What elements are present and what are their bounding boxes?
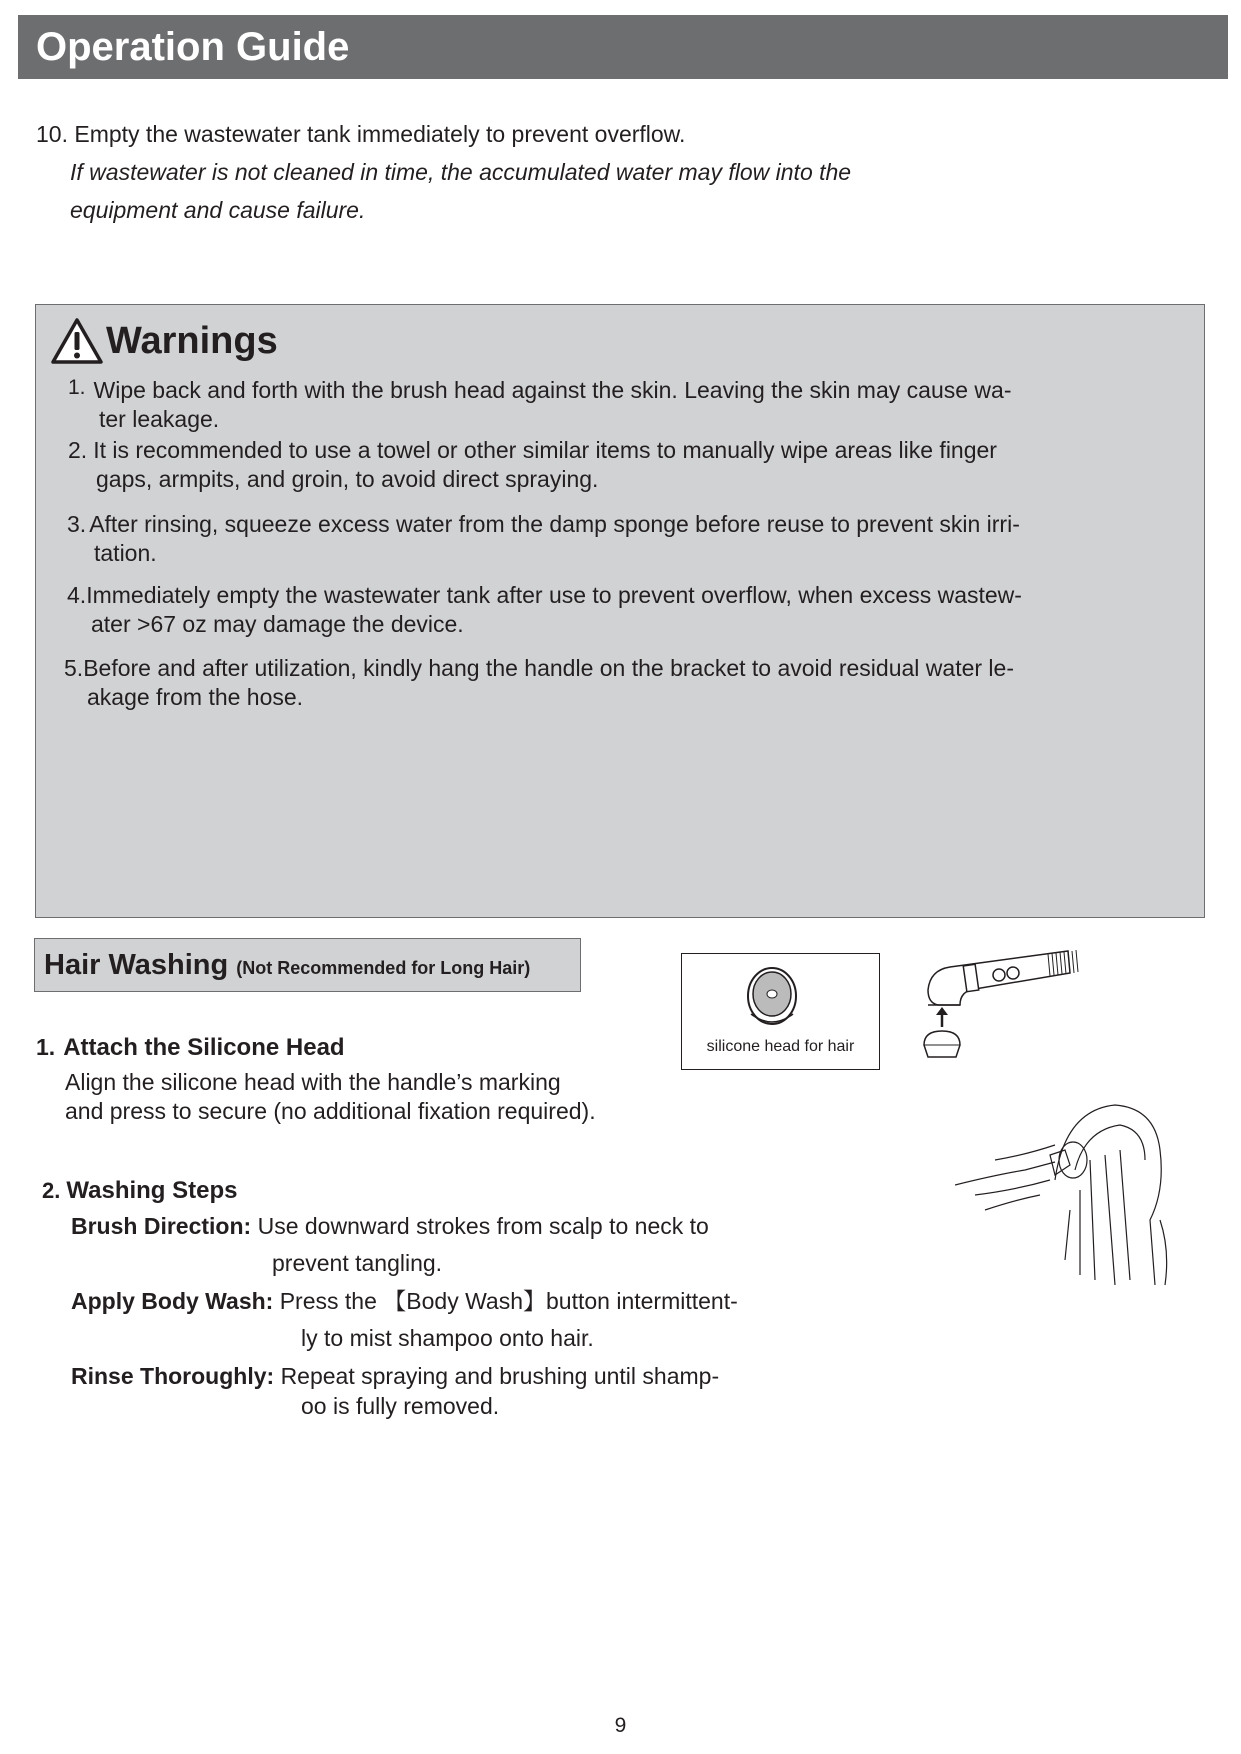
warning-item-3: 3. After rinsing, squeeze excess water from the damp sponge before reuse to prevent skin irri- tation.	[67, 511, 1020, 566]
warning-triangle-icon	[50, 317, 104, 365]
hair-step-2-heading: Washing Steps	[66, 1177, 238, 1204]
step-row-brush-direction: Brush Direction: Use downward strokes from scalp to neck to prevent tangling.	[71, 1213, 709, 1276]
hair-washing-heading-box	[34, 938, 581, 992]
hair-step-2: 2. Washing Steps	[42, 1177, 238, 1204]
header-bar	[18, 15, 1228, 79]
hair-step-1: 1. Attach the Silicone Head Align the silicone head with the handle’s marking and press to secure (no additional fixation required).	[36, 1034, 596, 1124]
warnings-box	[35, 304, 1205, 918]
step-row-rinse-thoroughly: Rinse Thoroughly: Repeat spraying and brushing until shamp- oo is fully removed.	[71, 1363, 720, 1419]
warnings-title: Warnings	[106, 319, 278, 362]
warning-item-5: 5.Before and after utilization, kindly hang the handle on the bracket to avoid residual water le- akage from the hose.	[64, 655, 1014, 710]
step-10-lead: 10. Empty the wastewater tank immediately to prevent overflow.	[36, 121, 686, 147]
warnings-heading	[50, 317, 278, 365]
silicone-head-image-box	[681, 953, 880, 1070]
page-title: Operation Guide	[36, 25, 350, 69]
hair-washing-title: Hair Washing	[44, 949, 229, 981]
silicone-head-icon	[745, 966, 799, 1030]
step-10-note-line1: If wastewater is not cleaned in time, the accumulated water may flow into the	[70, 159, 852, 185]
warning-item-2: 2. It is recommended to use a towel or other similar items to manually wipe areas like finger gaps, armpits, and groin, to avoid direct spraying.	[68, 437, 997, 492]
hair-step-1-heading: Attach the Silicone Head	[63, 1034, 345, 1061]
step-10-note-line2: equipment and cause failure.	[70, 197, 366, 223]
hair-washing-subtitle: (Not Recommended for Long Hair)	[236, 958, 531, 978]
step-row-apply-body-wash: Apply Body Wash: Press the 【Body Wash】button intermittent- ly to mist shampoo onto hair.	[71, 1288, 738, 1351]
warning-item-1: 1. Wipe back and forth with the brush head against the skin. Leaving the skin may cause wa- ter leakage.	[68, 376, 1012, 432]
handle-attachment-illustration	[920, 945, 1100, 1070]
step-10	[36, 115, 930, 229]
hair-washing-illustration	[955, 1100, 1170, 1290]
silicone-head-caption: silicone head for hair	[706, 1038, 855, 1055]
page-number: 9	[614, 1714, 627, 1737]
warning-item-4: 4.Immediately empty the wastewater tank after use to prevent overflow, when excess wastew- ater >67 oz may damage the device.	[67, 582, 1022, 637]
